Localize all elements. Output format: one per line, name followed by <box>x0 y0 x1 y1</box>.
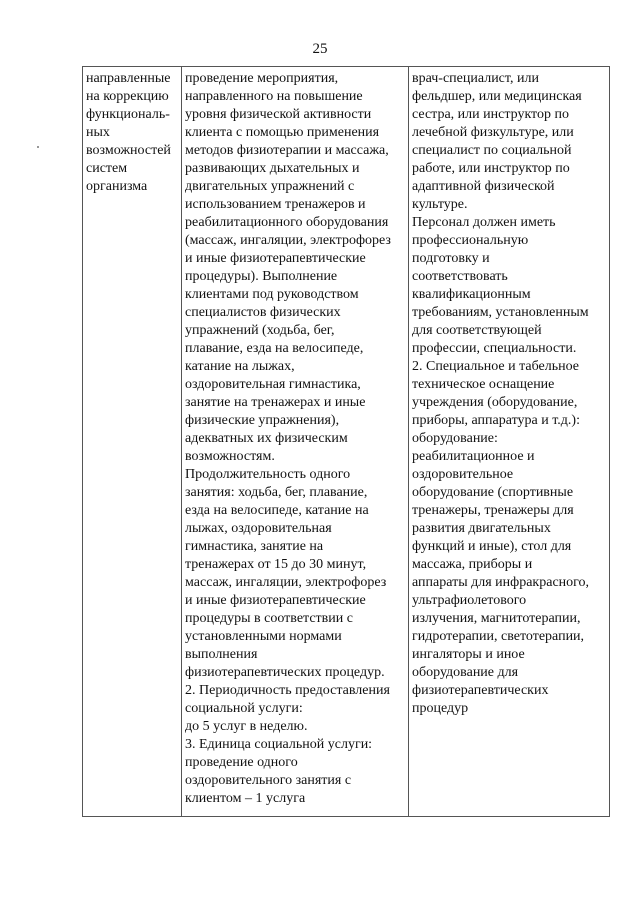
scan-speck <box>37 146 39 148</box>
service-conditions-cell: врач-специалист, или фельдшер, или медицинская сестра, или инструктор по лечебной физкультуре, или специалист по социальной работе, или инструктор по адаптивной физической культуре. Персонал должен иметь профессиональную подготовку и соответствовать квалификационным требованиям, установленным для соответствующей профессии, специальности. 2. Специальное и табельное техническое оснащение учреждения (оборудование, приборы, аппаратура и т.д.): оборудование: реабилитационное и оздоровительное оборудование (спортивные тренажеры, тренажеры для развития двигательных функций и иные), стол для массажа, приборы и аппараты для инфракрасного, ультрафиолетового излучения, магнитотерапии, гидротерапии, светотерапии, ингаляторы и иное оборудование для физиотерапевтических процедур <box>409 67 610 817</box>
table-row <box>83 67 610 817</box>
page-number: 25 <box>312 41 328 57</box>
service-purpose-cell: направленные на коррекцию функциональ- ных возможностей систем организма <box>83 67 182 817</box>
service-description-cell: проведение мероприятия, направленного на повышение уровня физической активности клиента с помощью применения методов физиотерапии и массажа, развивающих дыхательных и двигательных упражнений с использованием тренажеров и реабилитационного оборудования (массаж, ингаляции, электрофорез и иные физиотерапевтические процедуры). Выполнение клиентами под руководством специалистов физических упражнений (ходьба, бег, плавание, езда на велосипеде, катание на лыжах, оздоровительная гимнастика, занятие на тренажерах и иные физические упражнения), адекватных их физическим возможностям. Продолжительность одного занятия: ходьба, бег, плавание, езда на велосипеде, катание на лыжах, оздоровительная гимнастика, занятие на тренажерах от 15 до 30 минут, массаж, ингаляции, электрофорез и иные физиотерапевтические процедуры в соответствии с установленными нормами выполнения физиотерапевтических процедур. 2. Периодичность предоставления социальной услуги: до 5 услуг в неделю. 3. Единица социальной услуги: проведение одного оздоровительного занятия с клиентом – 1 услуга <box>182 67 409 817</box>
service-standard-table <box>82 66 610 817</box>
